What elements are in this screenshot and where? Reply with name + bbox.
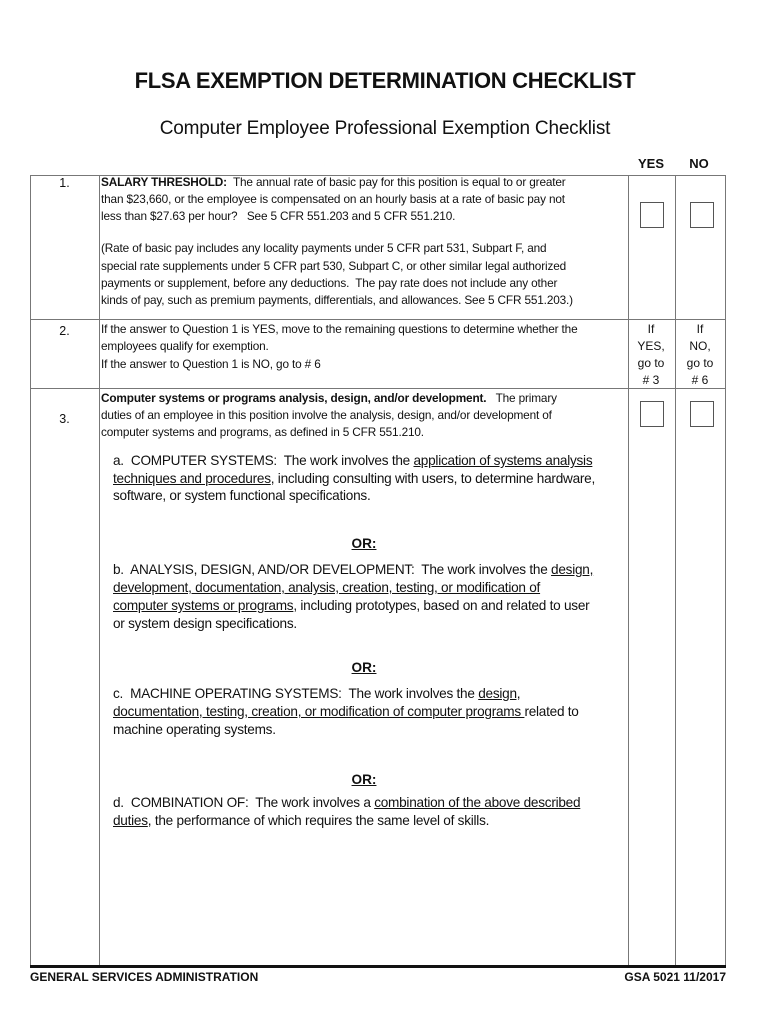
text-segment: related to (524, 704, 579, 719)
q1-no-checkbox[interactable] (690, 202, 714, 228)
question-number: 3. (59, 412, 70, 426)
text-segment: If the answer to Question 1 is YES, move to the remaining questions to determine whether the (101, 322, 578, 336)
text-segment: less than $27.63 per hour? See 5 CFR 551.203 and 5 CFR 551.210. (101, 209, 456, 223)
text-segment: , including consulting with users, to determine hardware, (270, 471, 596, 486)
q2-yes-instruction (628, 321, 674, 389)
text-line (113, 795, 580, 811)
text-segment: b. ANALYSIS, DESIGN, AND/OR DEVELOPMENT: The work involves the (113, 562, 552, 577)
divider (675, 175, 676, 966)
text-line (101, 322, 577, 336)
text-segment: than $23,660, or the employee is compensated on an hourly basis at a rate of basic pay not (101, 192, 565, 206)
text-line (113, 598, 589, 614)
goto-line: # 3 (642, 373, 660, 387)
goto-line: # 6 (691, 373, 709, 387)
text-segment: computer systems and programs, as defined in 5 CFR 551.210. (101, 425, 424, 439)
or-separator: OR: (351, 660, 377, 675)
divider (30, 319, 726, 320)
text-line (113, 471, 595, 487)
underlined-text: techniques and procedures (113, 471, 271, 486)
text-line (113, 616, 297, 632)
divider (725, 175, 726, 966)
question-number: 2. (59, 324, 70, 338)
q2-no-instruction (677, 321, 723, 389)
or-separator: OR: (351, 772, 377, 787)
goto-line: go to (637, 356, 665, 370)
text-segment: special rate supplements under 5 CFR part 530, Subpart C, or other similar legal authorized (101, 259, 567, 273)
text-segment: d. COMBINATION OF: The work involves a (113, 795, 375, 810)
text-line (101, 391, 557, 405)
goto-line: If (696, 322, 704, 336)
text-segment: SALARY THRESHOLD: (101, 175, 227, 189)
divider (628, 175, 629, 966)
text-line (101, 293, 573, 307)
goto-line: go to (686, 356, 714, 370)
text-segment: Computer systems or programs analysis, design, and/or development. (101, 391, 487, 405)
text-line (113, 722, 276, 738)
text-segment: If the answer to Question 1 is NO, go to # 6 (101, 357, 321, 371)
text-line (101, 425, 424, 439)
text-segment: payments or supplement, before any deductions. The pay rate does not include any other (101, 276, 558, 290)
text-segment: duties of an employee in this position involve the analysis, design, and/or development of (101, 408, 552, 422)
underlined-text: combination of the above described (374, 795, 581, 810)
divider (99, 175, 100, 966)
goto-line: If (647, 322, 655, 336)
or-separator: OR: (351, 536, 377, 551)
footer-rule (30, 965, 726, 968)
text-line (101, 259, 566, 273)
text-segment: software, or system functional specifications. (113, 488, 371, 503)
text-segment: employees qualify for exemption. (101, 339, 269, 353)
text-segment: The annual rate of basic pay for this position is equal to or greater (226, 175, 566, 189)
text-line (101, 209, 455, 223)
text-line (101, 175, 566, 189)
goto-line: NO, (689, 339, 711, 353)
form-title: FLSA EXEMPTION DETERMINATION CHECKLIST (134, 68, 636, 93)
text-line (113, 488, 370, 504)
yes-column-header: YES (637, 156, 664, 171)
underlined-text: documentation, testing, creation, or modification of computer programs (113, 704, 525, 719)
divider (30, 388, 726, 389)
underlined-text: duties (113, 813, 148, 828)
text-line (101, 241, 546, 255)
text-line (101, 339, 269, 353)
goto-line: YES, (637, 339, 665, 353)
text-line (101, 276, 557, 290)
text-segment: , including prototypes, based on and related to user (293, 598, 590, 613)
q3-no-checkbox[interactable] (690, 401, 714, 427)
text-line (113, 453, 592, 469)
text-segment: a. COMPUTER SYSTEMS: The work involves the (113, 453, 414, 468)
text-line (101, 357, 321, 371)
footer-form-number: GSA 5021 11/2017 (624, 970, 726, 984)
text-segment: (Rate of basic pay includes any locality payments under 5 CFR part 531, Subpart F, and (101, 241, 547, 255)
text-line (113, 562, 593, 578)
text-line (113, 580, 540, 596)
q1-yes-checkbox[interactable] (640, 202, 664, 228)
q3-yes-checkbox[interactable] (640, 401, 664, 427)
text-line (113, 704, 579, 720)
divider (30, 175, 31, 966)
text-line (101, 408, 552, 422)
text-segment: kinds of pay, such as premium payments, differentials, and allowances. See 5 CFR 551.203.) (101, 293, 573, 307)
text-segment: The primary (486, 391, 557, 405)
text-line (101, 192, 565, 206)
text-line (113, 686, 520, 702)
text-line (113, 813, 489, 829)
underlined-text: development, documentation, analysis, creation, testing, or modification of (113, 580, 541, 595)
underlined-text: design, (551, 562, 594, 577)
footer-agency: GENERAL SERVICES ADMINISTRATION (30, 970, 259, 984)
text-segment: or system design specifications. (113, 616, 297, 631)
underlined-text: computer systems or programs (113, 598, 294, 613)
form-subtitle: Computer Employee Professional Exemption Checklist (159, 118, 611, 139)
no-column-header: NO (689, 156, 709, 171)
underlined-text: design, (478, 686, 521, 701)
text-segment: , the performance of which requires the same level of skills. (147, 813, 490, 828)
text-segment: c. MACHINE OPERATING SYSTEMS: The work involves the (113, 686, 479, 701)
question-number: 1. (59, 176, 70, 190)
underlined-text: application of systems analysis (413, 453, 593, 468)
text-segment: machine operating systems. (113, 722, 276, 737)
